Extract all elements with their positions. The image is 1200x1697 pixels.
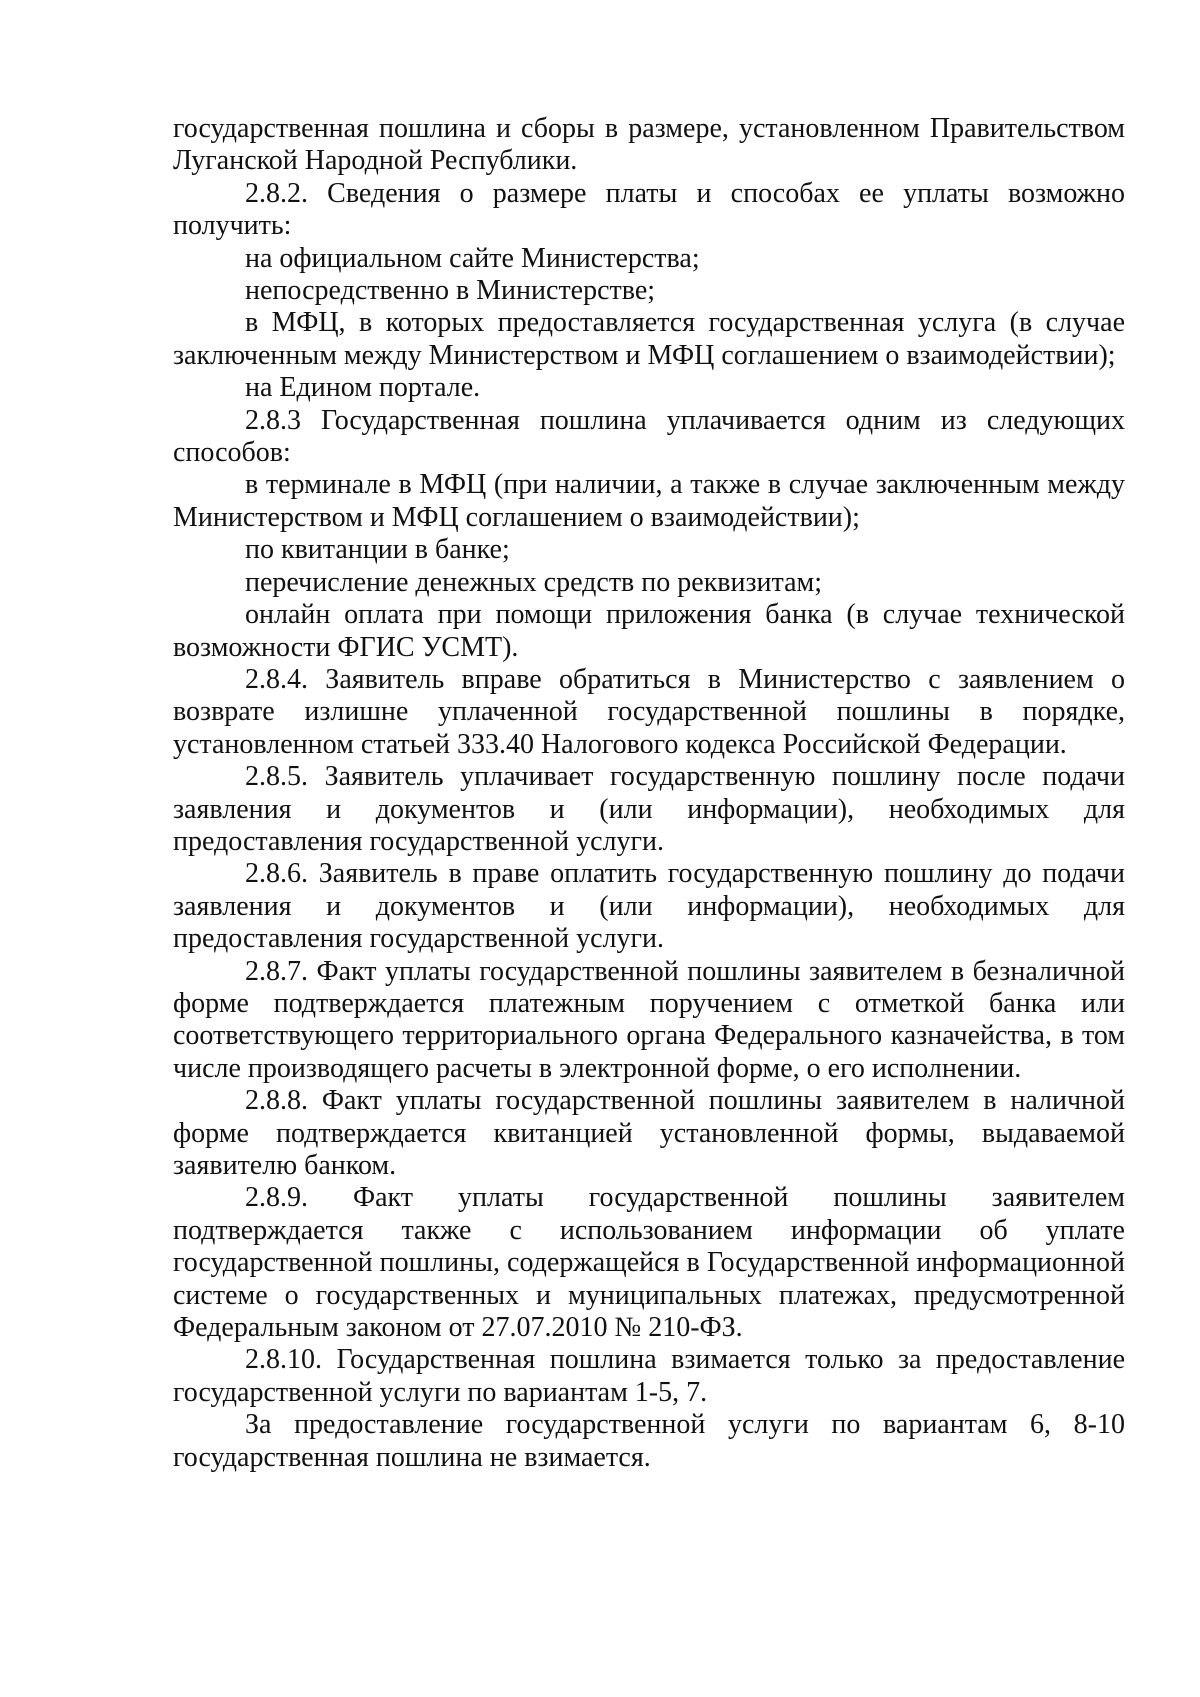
list-item-ministry: непосредственно в Министерстве; xyxy=(245,275,656,307)
paragraph-2-8-2: 2.8.2. Сведения о размере платы и способах ее уплаты возможно получить: xyxy=(173,177,1125,242)
paragraph-2-8-4: 2.8.4. Заявитель вправе обратиться в Министерство с заявлением о возврате излишне уплаченной государственной пошлины в порядке, установленном статьей 333.40 Налогового кодекса Российской Федерации. xyxy=(173,663,1125,760)
list-item-bank-receipt: по квитанции в банке; xyxy=(245,534,510,566)
list-item-terminal: в терминале в МФЦ (при наличии, а также в случае заключенным между Министерством и МФЦ соглашением о взаимодействии); xyxy=(173,469,1125,533)
list-item-official-site: на официальном сайте Министерства; xyxy=(245,242,700,274)
paragraph-continuation: государственная пошлина и сборы в размере, установленном Правительством Луганской Народной Республики. xyxy=(173,113,1125,177)
paragraph-no-fee: За предоставление государственной услуги по вариантам 6, 8-10 государственная пошлина не взимается. xyxy=(173,1409,1125,1473)
paragraph-2-8-6: 2.8.6. Заявитель в праве оплатить государственную пошлину до подачи заявления и документов и (или информации), необходимых для предоставления государственной услуги. xyxy=(173,858,1125,955)
list-item-transfer: перечисление денежных средств по реквизитам; xyxy=(245,566,823,598)
paragraph-2-8-5: 2.8.5. Заявитель уплачивает государственную пошлину после подачи заявления и документов и (или информации), необходимых для предоставления государственной услуги. xyxy=(173,761,1125,857)
paragraph-2-8-3: 2.8.3 Государственная пошлина уплачивается одним из следующих способов: xyxy=(173,404,1125,469)
paragraph-2-8-7: 2.8.7. Факт уплаты государственной пошлины заявителем в безналичной форме подтверждается платежным поручением с отметкой банка или соответствующего территориального органа Федерального казначейства, в том числе производящего расчеты в электронной форме, о его исполнении. xyxy=(173,955,1125,1084)
list-item-online-payment: онлайн оплата при помощи приложения банка (в случае технической возможности ФГИС УСМТ). xyxy=(173,599,1125,663)
document-page xyxy=(173,113,1125,1474)
list-item-mfc: в МФЦ, в которых предоставляется государственная услуга (в случае заключенным между Министерством и МФЦ соглашением о взаимодействии); xyxy=(173,307,1125,371)
paragraph-2-8-10: 2.8.10. Государственная пошлина взимается только за предоставление государственной услуги по вариантам 1-5, 7. xyxy=(173,1344,1125,1408)
paragraph-2-8-9: 2.8.9. Факт уплаты государственной пошлины заявителем подтверждается также с использованием информации об уплате государственной пошлины, содержащейся в Государственной информационной системе о государственных и муниципальных платежах, предусмотренной Федеральным законом от 27.07.2010 № 210-ФЗ. xyxy=(173,1182,1125,1344)
paragraph-2-8-8: 2.8.8. Факт уплаты государственной пошлины заявителем в наличной форме подтверждается квитанцией установленной формы, выдаваемой заявителю банком. xyxy=(173,1085,1125,1181)
list-item-unified-portal: на Едином портале. xyxy=(245,372,481,404)
